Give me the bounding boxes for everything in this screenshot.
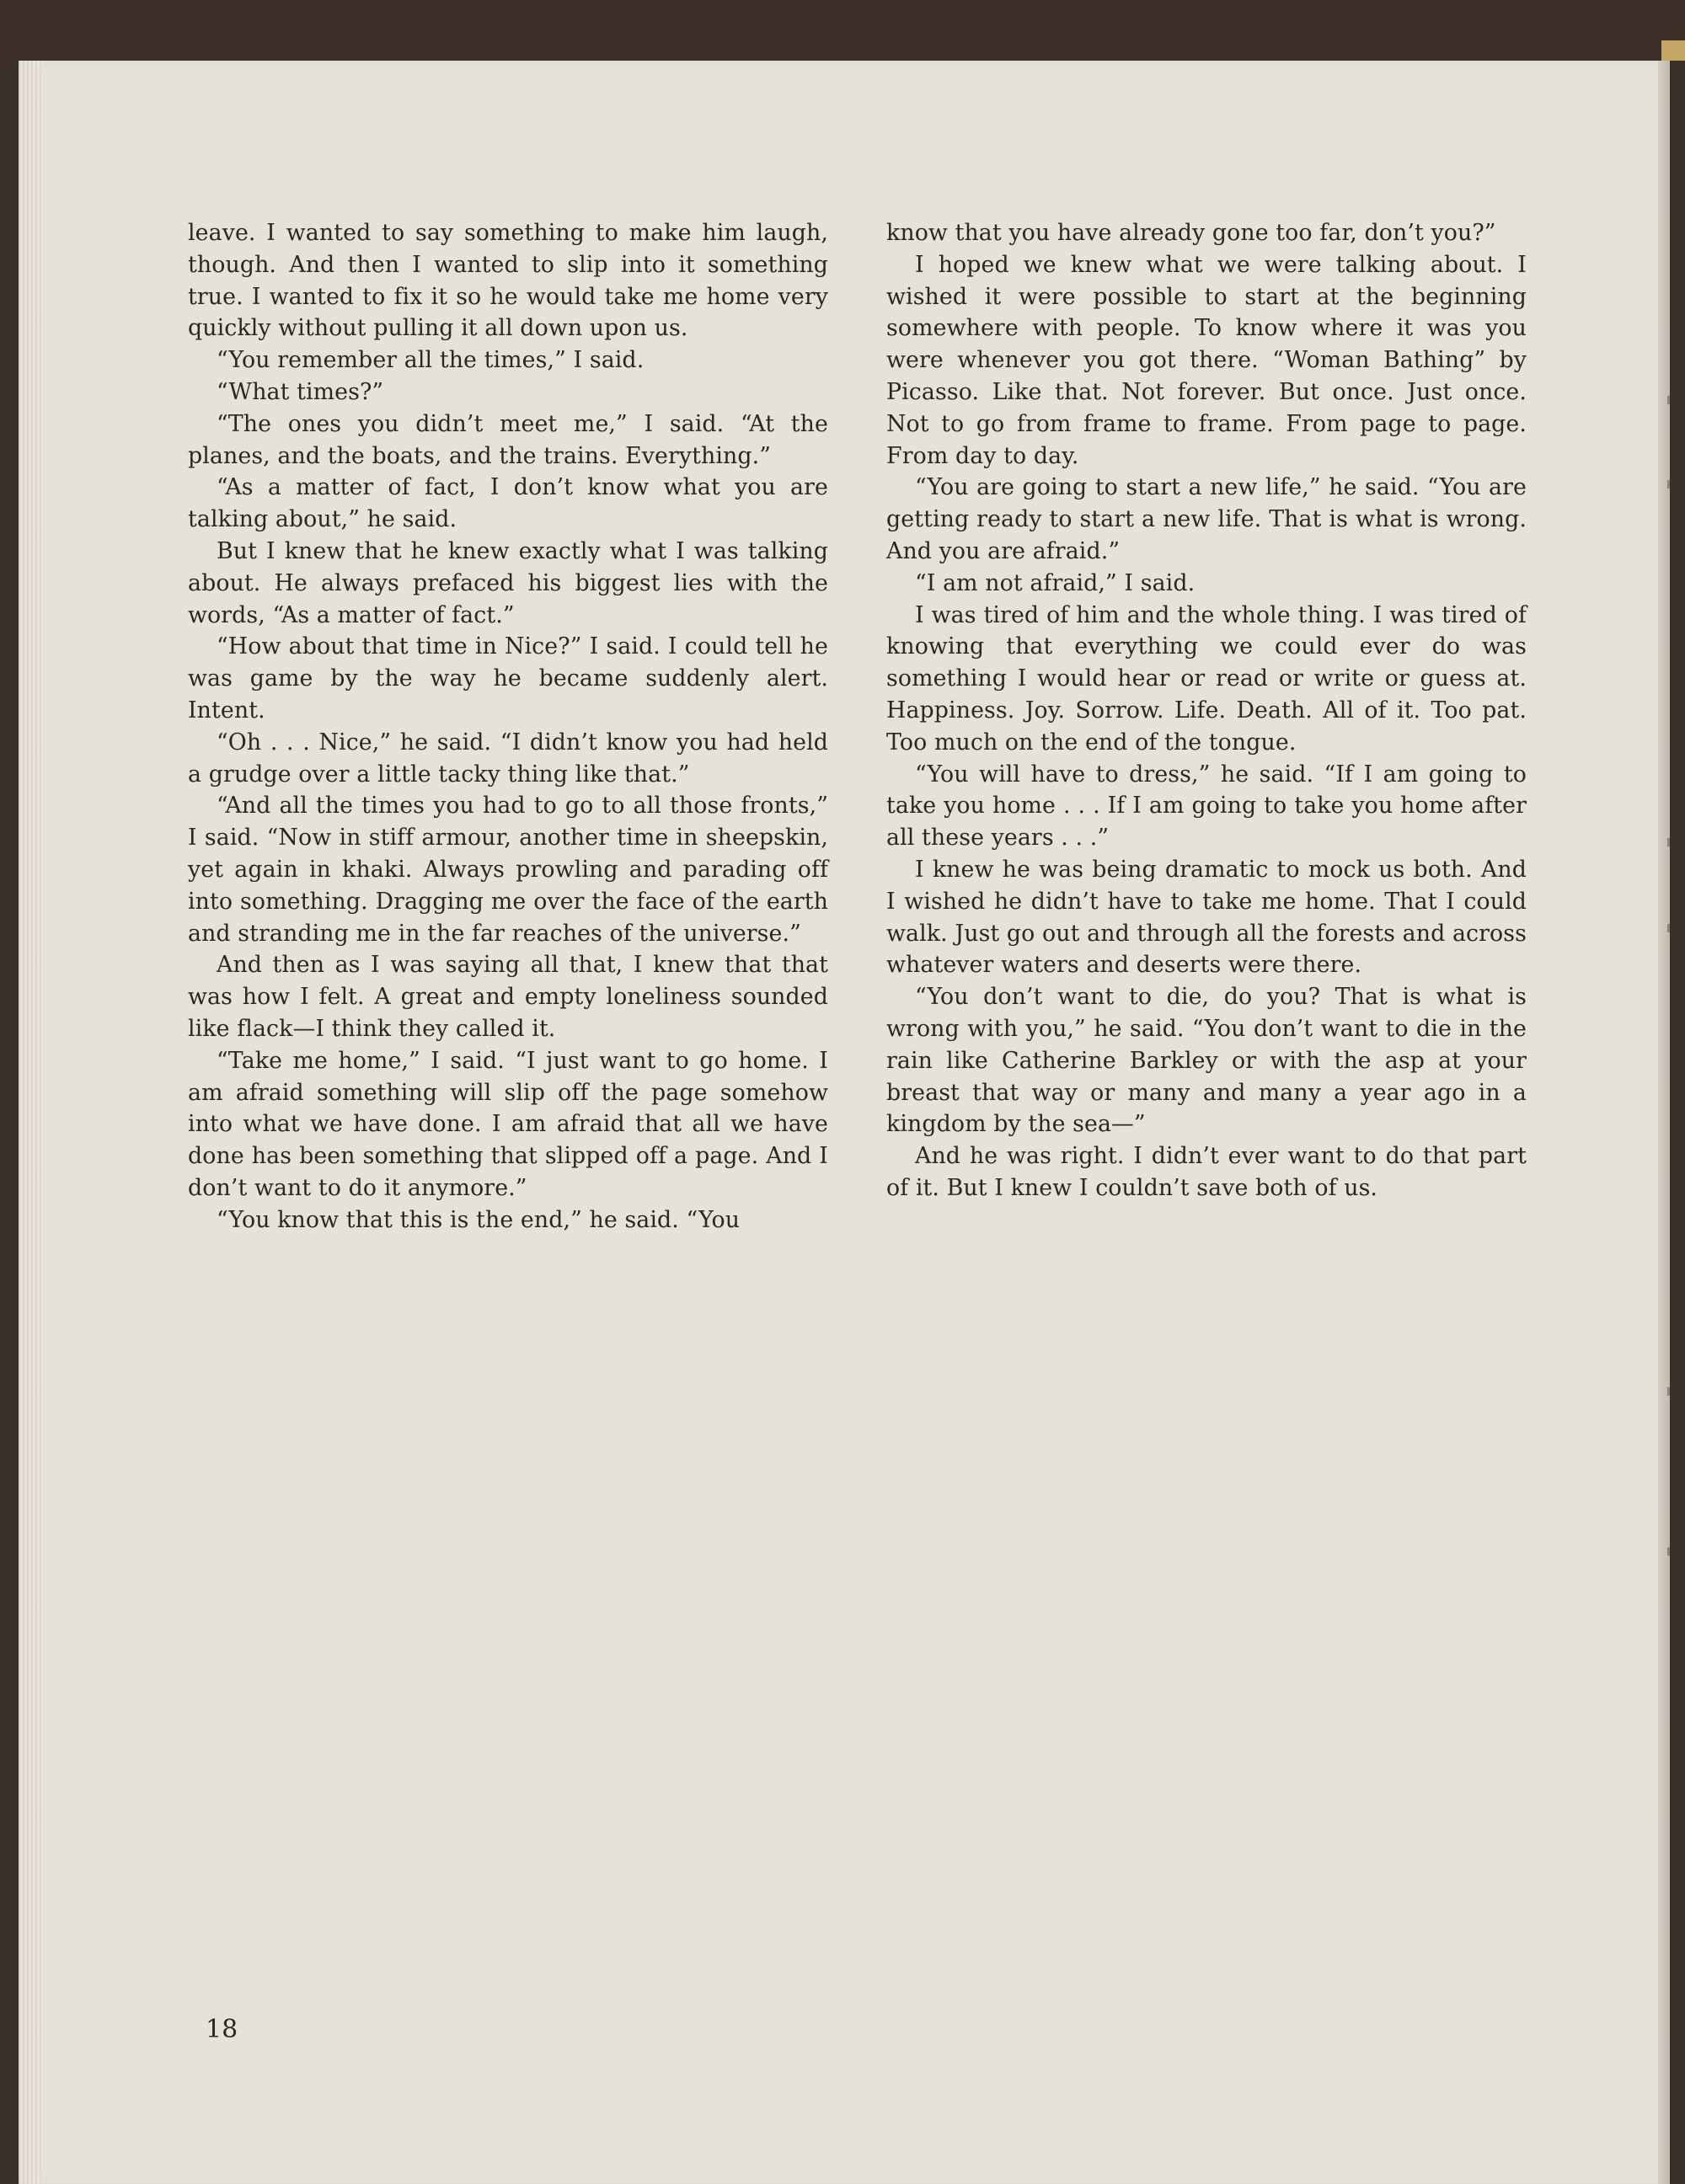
- paragraph: But I knew that he knew exactly what I was talking about. He always prefaced his biggest lies with the words, “As a matter of fact.”: [188, 537, 828, 628]
- paragraph: “As a matter of fact, I don’t know what you are talking about,” he said.: [188, 474, 828, 533]
- paragraph: I hoped we knew what we were talking about. I wished it were possible to start at the beginning somewhere with people. To know where it was you were whenever you got there. “Woman Bathing” by Picasso. Like that. Not forever. But once. Just once. Not to go from frame to frame. From page to page. From day to day.: [886, 251, 1527, 469]
- paragraph: know that you have already gone too far, don’t you?”: [886, 220, 1496, 246]
- paragraph: “You will have to dress,” he said. “If I am going to take you home . . . If I am going to take you home after all these years . . .”: [886, 761, 1527, 852]
- page-right-edge: [1658, 61, 1670, 2184]
- paragraph: “Oh . . . Nice,” he said. “I didn’t know you had held a grudge over a little tacky thing like that.”: [188, 729, 828, 788]
- paragraph: leave. I wanted to say something to make him laugh, though. And then I wanted to slip into it something true. I wanted to fix it so he would take me home very quickly without pulling it all down upon us.: [188, 220, 828, 342]
- top-shadow: [0, 0, 1685, 61]
- edge-mark: [1667, 1387, 1670, 1396]
- paragraph: I knew he was being dramatic to mock us both. And I wished he didn’t have to take me home. That I could walk. Just go out and through all the forests and across whatever waters and deserts were there.: [886, 856, 1527, 979]
- paragraph: “I am not afraid,” I said.: [915, 569, 1196, 596]
- paragraph: I was tired of him and the whole thing. I was tired of knowing that everything we could ever do was something I would hear or read or write or guess at. Happiness. Joy. Sorrow. Life. Death. All of it. Too pat. Too much on the end of the tongue.: [886, 601, 1527, 756]
- paragraph: And he was right. I didn’t ever want to do that part of it. But I knew I couldn’t save both of us.: [886, 1143, 1527, 1201]
- left-text-column: [188, 217, 828, 1236]
- paragraph: “What times?”: [217, 378, 384, 405]
- paragraph: And then as I was saying all that, I knew that that was how I felt. A great and empty loneliness sounded like flack—I think they called it.: [188, 952, 828, 1042]
- edge-mark: [1667, 480, 1670, 489]
- edge-mark: [1667, 838, 1670, 846]
- paragraph: “You remember all the times,” I said.: [217, 347, 645, 374]
- paragraph: “And all the times you had to go to all those fronts,” I said. “Now in stiff armour, another time in sheepskin, yet again in khaki. Always prowling and parading off into something. Dragging me over the face of the earth and stranding me in the far reaches of the universe.”: [188, 793, 828, 947]
- paragraph: “Take me home,” I said. “I just want to go home. I am afraid something will slip off the page somehow into what we have done. I am afraid that all we have done has been something that slipped off a page. And I don’t want to do it anymore.”: [188, 1047, 828, 1201]
- adjacent-page-corner: [1661, 40, 1685, 61]
- edge-mark: [1667, 1547, 1670, 1556]
- paragraph: “The ones you didn’t meet me,” I said. “At the planes, and the boats, and the trains. Everything.”: [188, 410, 828, 469]
- page-gutter: [19, 61, 42, 2184]
- paragraph: “You know that this is the end,” he said. “You: [217, 1206, 741, 1233]
- edge-mark: [1667, 924, 1670, 932]
- paragraph: “How about that time in Nice?” I said. I could tell he was game by the way he became suddenly alert. Intent.: [188, 633, 828, 724]
- paragraph: “You are going to start a new life,” he said. “You are getting ready to start a new life. That is what is wrong. And you are afraid.”: [886, 474, 1527, 564]
- edge-mark: [1667, 396, 1670, 404]
- paragraph: “You don’t want to die, do you? That is what is wrong with you,” he said. “You don’t want to die in the rain like Catherine Barkley or with the asp at your breast that way or many and many a year ago in a kingdom by the sea—”: [886, 984, 1527, 1138]
- right-text-column: [886, 217, 1527, 1204]
- page-number: 18: [206, 2015, 238, 2044]
